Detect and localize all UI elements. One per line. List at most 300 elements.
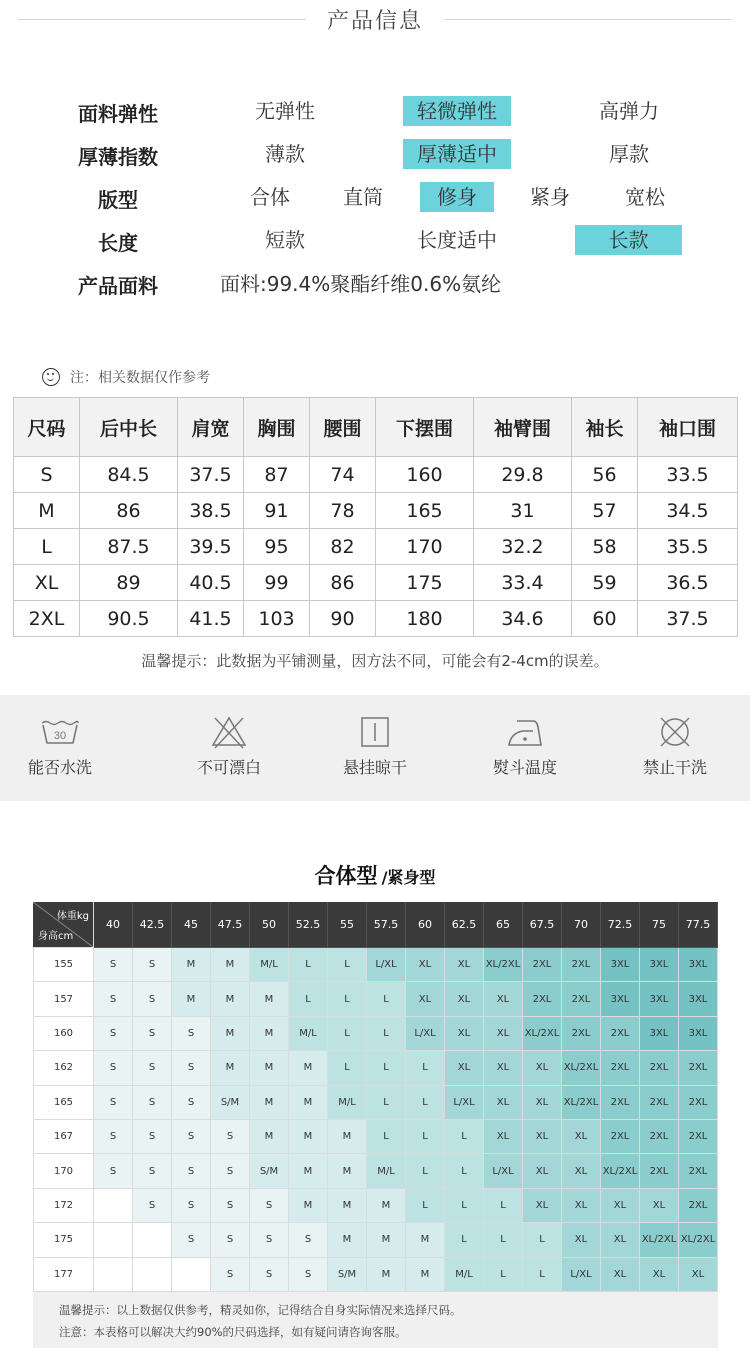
attribute-option: 合体 xyxy=(250,185,290,209)
fit-chart-title-sub: /紧身型 xyxy=(381,868,436,887)
fit-size-cell: L/XL xyxy=(445,1086,484,1120)
fit-size-cell: XL xyxy=(523,1086,562,1120)
no-bleach-icon xyxy=(207,715,251,749)
weight-header: 62.5 xyxy=(445,902,484,948)
fit-size-cell: S xyxy=(133,1017,172,1051)
fit-size-cell: M xyxy=(211,1017,250,1051)
fit-size-cell: L xyxy=(367,1017,406,1051)
height-axis-label: 身高cm xyxy=(38,931,74,942)
care-label-dry-clean: 禁止干洗 xyxy=(642,758,707,777)
fit-size-cell: S xyxy=(94,1086,133,1120)
fit-size-cell: XL xyxy=(445,982,484,1016)
fit-size-cell: M/L xyxy=(250,948,289,982)
weight-header: 45 xyxy=(172,902,211,948)
measurement-tip: 温馨提示：此数据为平铺测量，因方法不同，可能会有2-4cm的误差。 xyxy=(141,652,609,670)
fit-size-cell: L/XL xyxy=(562,1258,601,1292)
fit-size-cell: S xyxy=(172,1086,211,1120)
fit-size-cell: XL xyxy=(640,1258,679,1292)
fit-size-cell xyxy=(133,1223,172,1257)
fit-size-cell: 2XL xyxy=(640,1154,679,1188)
size-table-row xyxy=(14,457,738,493)
weight-header: 75 xyxy=(640,902,679,948)
fit-size-cell: M xyxy=(172,982,211,1016)
size-table-header: 尺码 xyxy=(14,398,80,457)
fit-size-cell: L xyxy=(367,982,406,1016)
attribute-option: 薄款 xyxy=(265,142,305,166)
fit-size-cell: XL/2XL xyxy=(679,1223,718,1257)
fit-size-cell: M xyxy=(211,1051,250,1085)
fit-size-cell xyxy=(172,1258,211,1292)
header-divider-right xyxy=(444,19,732,20)
fit-size-cell: M xyxy=(250,1017,289,1051)
fit-size-cell: S/M xyxy=(250,1154,289,1188)
reference-note xyxy=(42,366,210,388)
height-row-header: 172 xyxy=(33,1189,94,1223)
fit-size-cell: 3XL xyxy=(679,948,718,982)
fit-size-cell: XL xyxy=(484,982,523,1016)
size-table-cell: 87 xyxy=(244,457,310,493)
fit-size-cell: 3XL xyxy=(640,1017,679,1051)
size-table-header: 袖臂围 xyxy=(474,398,572,457)
fit-size-cell: L xyxy=(328,948,367,982)
fit-size-cell: S xyxy=(211,1189,250,1223)
fit-size-cell: 2XL xyxy=(679,1154,718,1188)
weight-header: 72.5 xyxy=(601,902,640,948)
attribute-option: 直筒 xyxy=(343,185,383,209)
size-table-cell: 89 xyxy=(80,565,178,601)
size-table-header: 胸围 xyxy=(244,398,310,457)
attribute-option-selected: 长款 xyxy=(575,225,682,255)
fit-size-cell: 2XL xyxy=(562,948,601,982)
fit-size-cell: L xyxy=(406,1154,445,1188)
fit-size-cell: 2XL xyxy=(679,1120,718,1154)
fit-size-cell: M/L xyxy=(367,1154,406,1188)
attribute-option: 短款 xyxy=(265,228,305,252)
height-row-header: 167 xyxy=(33,1120,94,1154)
fit-size-cell: XL xyxy=(679,1258,718,1292)
size-table-header: 腰围 xyxy=(310,398,376,457)
size-table-cell: 56 xyxy=(572,457,638,493)
size-table-row xyxy=(14,601,738,637)
attribute-option: 高弹力 xyxy=(599,99,659,123)
fit-size-cell: S xyxy=(211,1258,250,1292)
attribute-option: 宽松 xyxy=(625,185,665,209)
fit-size-cell: S xyxy=(94,1154,133,1188)
weight-header: 40 xyxy=(94,902,133,948)
fit-size-cell: S xyxy=(133,1154,172,1188)
weight-header: 65 xyxy=(484,902,523,948)
size-table-cell: 103 xyxy=(244,601,310,637)
weight-header: 67.5 xyxy=(523,902,562,948)
size-table-cell: 38.5 xyxy=(178,493,244,529)
fit-size-cell: L xyxy=(445,1223,484,1257)
fit-size-cell: XL xyxy=(640,1189,679,1223)
fit-size-cell: M xyxy=(367,1189,406,1223)
fit-size-cell: 2XL xyxy=(640,1086,679,1120)
fit-size-cell: XL xyxy=(562,1154,601,1188)
fit-size-cell: S xyxy=(289,1223,328,1257)
size-table-cell: 78 xyxy=(310,493,376,529)
size-table-cell: 180 xyxy=(376,601,474,637)
fit-size-cell: XL/2XL xyxy=(562,1051,601,1085)
size-table-header: 肩宽 xyxy=(178,398,244,457)
fit-chart-notes xyxy=(33,1292,718,1348)
fit-size-cell: L xyxy=(367,1051,406,1085)
height-row-header: 155 xyxy=(33,948,94,982)
fit-size-cell: 3XL xyxy=(601,948,640,982)
fit-size-cell: L xyxy=(367,1120,406,1154)
fit-size-cell: XL xyxy=(601,1223,640,1257)
size-table-cell: 32.2 xyxy=(474,529,572,565)
fit-size-cell: S/M xyxy=(328,1258,367,1292)
fit-size-cell: 2XL xyxy=(601,1051,640,1085)
fit-size-cell: S xyxy=(94,982,133,1016)
size-table-cell: 165 xyxy=(376,493,474,529)
fit-size-cell: 2XL xyxy=(601,1086,640,1120)
attribute-label: 长度 xyxy=(98,231,138,255)
fit-size-cell: S/M xyxy=(211,1086,250,1120)
attribute-option: 紧身 xyxy=(530,185,570,209)
fit-size-cell: M xyxy=(250,982,289,1016)
fit-size-cell: M xyxy=(328,1154,367,1188)
fit-size-cell: XL xyxy=(523,1189,562,1223)
height-row-header: 157 xyxy=(33,982,94,1016)
fit-size-cell xyxy=(94,1223,133,1257)
fit-size-cell: L xyxy=(328,1051,367,1085)
header-divider-left xyxy=(18,19,306,20)
no-dry-clean-icon xyxy=(653,715,697,749)
fit-size-cell: M xyxy=(211,982,250,1016)
iron-icon xyxy=(503,715,547,749)
fit-size-cell: L xyxy=(328,1017,367,1051)
wash-temperature: 30 xyxy=(53,730,67,742)
fit-size-cell: XL xyxy=(523,1051,562,1085)
size-table-cell: 37.5 xyxy=(178,457,244,493)
size-table-cell: 29.8 xyxy=(474,457,572,493)
fit-size-cell: S xyxy=(133,1051,172,1085)
fit-size-cell: L xyxy=(523,1258,562,1292)
fit-size-cell: S xyxy=(172,1051,211,1085)
fit-size-cell: 2XL xyxy=(601,1120,640,1154)
fit-size-cell: 2XL xyxy=(523,948,562,982)
size-table-cell: 34.5 xyxy=(638,493,738,529)
fit-chart-tip: 温馨提示：以上数据仅供参考，精灵如你，记得结合自身实际情况来选择尺码。 xyxy=(59,1303,462,1317)
size-table-cell: 59 xyxy=(572,565,638,601)
size-table-cell: 41.5 xyxy=(178,601,244,637)
fit-chart-title xyxy=(0,860,750,890)
height-row-header: 170 xyxy=(33,1154,94,1188)
fit-size-cell xyxy=(94,1258,133,1292)
fit-size-cell: XL/2XL xyxy=(523,1017,562,1051)
care-item-hang-dry xyxy=(320,715,430,778)
size-table-cell: 99 xyxy=(244,565,310,601)
fit-size-cell: S xyxy=(211,1120,250,1154)
fit-size-cell: L xyxy=(445,1154,484,1188)
fit-size-cell: M xyxy=(250,1120,289,1154)
size-table-cell: 87.5 xyxy=(80,529,178,565)
size-table-row xyxy=(14,493,738,529)
fit-size-cell: M/L xyxy=(289,1017,328,1051)
size-table-cell: M xyxy=(14,493,80,529)
fit-chart-corner xyxy=(33,902,94,948)
reference-note-text: 注：相关数据仅作参考 xyxy=(70,370,210,386)
fit-size-cell: L/XL xyxy=(367,948,406,982)
fit-size-cell: 3XL xyxy=(640,948,679,982)
fit-size-cell: S xyxy=(172,1189,211,1223)
care-label-iron: 熨斗温度 xyxy=(492,758,557,777)
fit-size-cell: M/L xyxy=(328,1086,367,1120)
fit-size-cell: 2XL xyxy=(640,1120,679,1154)
fit-size-cell: L xyxy=(289,982,328,1016)
fit-size-cell: M xyxy=(211,948,250,982)
size-table-cell: 95 xyxy=(244,529,310,565)
fit-size-cell: M xyxy=(172,948,211,982)
size-table-cell: 35.5 xyxy=(638,529,738,565)
size-table-cell: 90 xyxy=(310,601,376,637)
fit-size-cell: S xyxy=(133,1120,172,1154)
fit-size-cell: S xyxy=(94,1017,133,1051)
fit-size-cell: XL xyxy=(484,1086,523,1120)
fit-size-cell xyxy=(133,1258,172,1292)
size-table-cell: XL xyxy=(14,565,80,601)
weight-header: 50 xyxy=(250,902,289,948)
care-label-bleach: 不可漂白 xyxy=(196,758,261,777)
fit-size-cell: S xyxy=(133,948,172,982)
size-table-cell: 86 xyxy=(80,493,178,529)
fit-size-cell: XL xyxy=(445,948,484,982)
fit-size-cell: M xyxy=(289,1154,328,1188)
fit-size-cell: 3XL xyxy=(679,982,718,1016)
fit-size-cell: M xyxy=(328,1223,367,1257)
fit-size-cell: L/XL xyxy=(406,1017,445,1051)
weight-header: 70 xyxy=(562,902,601,948)
fit-size-cell: 2XL xyxy=(523,982,562,1016)
fit-size-cell: XL/2XL xyxy=(640,1223,679,1257)
fit-size-cell: 3XL xyxy=(601,982,640,1016)
fit-size-cell: L xyxy=(328,982,367,1016)
fit-size-cell: S xyxy=(172,1017,211,1051)
fit-size-cell: XL xyxy=(562,1120,601,1154)
fit-size-cell: S xyxy=(172,1154,211,1188)
care-label-wash: 能否水洗 xyxy=(27,758,92,777)
size-table-cell: 39.5 xyxy=(178,529,244,565)
fit-chart-title-main: 合体型 xyxy=(314,864,378,888)
fit-size-cell: M xyxy=(289,1086,328,1120)
fit-size-cell: M xyxy=(367,1258,406,1292)
section-header xyxy=(0,0,750,40)
attribute-label: 面料弹性 xyxy=(78,102,158,126)
size-table-cell: 34.6 xyxy=(474,601,572,637)
attribute-label: 版型 xyxy=(98,188,138,212)
fit-size-cell: XL xyxy=(601,1258,640,1292)
size-table-cell: 36.5 xyxy=(638,565,738,601)
fit-size-cell: XL xyxy=(445,1017,484,1051)
fit-size-cell: M xyxy=(406,1258,445,1292)
fit-size-cell: L xyxy=(406,1051,445,1085)
size-table-row xyxy=(14,565,738,601)
size-table-cell: 60 xyxy=(572,601,638,637)
attribute-option-selected: 轻微弹性 xyxy=(403,96,511,126)
size-table-cell: 31 xyxy=(474,493,572,529)
fit-size-cell: XL/2XL xyxy=(484,948,523,982)
size-table-cell: 33.5 xyxy=(638,457,738,493)
fit-size-cell: S xyxy=(133,982,172,1016)
weight-header: 57.5 xyxy=(367,902,406,948)
fit-size-cell: XL xyxy=(406,948,445,982)
fit-size-cell: XL xyxy=(562,1189,601,1223)
care-item-wash xyxy=(5,715,115,778)
attribute-option: 长度适中 xyxy=(417,228,497,252)
size-table-header: 袖口围 xyxy=(638,398,738,457)
fit-size-cell: L xyxy=(406,1120,445,1154)
fit-size-cell: S xyxy=(94,1120,133,1154)
fit-size-cell: S xyxy=(211,1154,250,1188)
fit-size-cell: 2XL xyxy=(679,1051,718,1085)
height-row-header: 177 xyxy=(33,1258,94,1292)
attribute-option-selected: 修身 xyxy=(420,182,494,212)
weight-axis-label: 体重kg xyxy=(56,911,89,922)
fit-size-cell: XL xyxy=(445,1051,484,1085)
size-table-cell: S xyxy=(14,457,80,493)
fit-size-cell: M xyxy=(250,1051,289,1085)
fit-size-cell: L xyxy=(523,1223,562,1257)
fit-size-cell: S xyxy=(250,1223,289,1257)
fit-size-cell: L xyxy=(484,1258,523,1292)
fit-size-cell: S xyxy=(94,948,133,982)
smile-icon xyxy=(42,368,60,386)
fit-size-cell: XL xyxy=(406,982,445,1016)
fit-size-cell: L xyxy=(445,1120,484,1154)
fit-size-cell: L xyxy=(406,1189,445,1223)
fit-size-cell: 2XL xyxy=(562,982,601,1016)
size-table-cell: 2XL xyxy=(14,601,80,637)
fit-size-cell: M xyxy=(289,1120,328,1154)
wash-30-icon xyxy=(38,715,82,749)
fit-size-cell: XL xyxy=(523,1154,562,1188)
weight-header: 52.5 xyxy=(289,902,328,948)
fit-size-cell: L xyxy=(484,1189,523,1223)
size-table-cell: 91 xyxy=(244,493,310,529)
care-item-iron xyxy=(470,715,580,778)
size-table-cell: L xyxy=(14,529,80,565)
size-table-cell: 170 xyxy=(376,529,474,565)
fit-size-cell: S xyxy=(172,1223,211,1257)
fit-size-chart xyxy=(33,902,718,1292)
care-item-dry-clean xyxy=(620,715,730,778)
care-item-bleach xyxy=(174,715,284,778)
fit-size-cell: L xyxy=(289,948,328,982)
size-table-header: 袖长 xyxy=(572,398,638,457)
fit-size-cell: S xyxy=(133,1086,172,1120)
attribute-option: 无弹性 xyxy=(255,99,315,123)
weight-header: 42.5 xyxy=(133,902,172,948)
fit-size-cell: XL xyxy=(484,1017,523,1051)
size-table-cell: 84.5 xyxy=(80,457,178,493)
fit-size-cell: L xyxy=(406,1086,445,1120)
hang-dry-icon xyxy=(353,715,397,749)
size-table-cell: 86 xyxy=(310,565,376,601)
size-table xyxy=(13,397,738,637)
fit-size-cell: XL xyxy=(601,1189,640,1223)
fit-size-cell: XL xyxy=(523,1120,562,1154)
fit-size-cell: 3XL xyxy=(679,1017,718,1051)
height-row-header: 160 xyxy=(33,1017,94,1051)
fit-chart-note: 注意：本表格可以解决大约90%的尺码选择，如有疑问请咨询客服。 xyxy=(59,1325,407,1339)
fit-size-cell: M xyxy=(289,1189,328,1223)
fit-size-cell: M xyxy=(289,1051,328,1085)
size-table-cell: 175 xyxy=(376,565,474,601)
fit-size-cell: XL xyxy=(484,1120,523,1154)
section-title: 产品信息 xyxy=(326,9,423,34)
fit-size-cell: 3XL xyxy=(640,982,679,1016)
height-row-header: 162 xyxy=(33,1051,94,1085)
fit-size-cell: S xyxy=(94,1051,133,1085)
size-table-cell: 58 xyxy=(572,529,638,565)
fit-size-cell: S xyxy=(250,1189,289,1223)
fit-size-cell: M/L xyxy=(445,1258,484,1292)
size-table-header: 后中长 xyxy=(80,398,178,457)
fit-size-cell: L xyxy=(367,1086,406,1120)
fit-size-cell: S xyxy=(172,1120,211,1154)
fit-size-cell: 2XL xyxy=(601,1017,640,1051)
size-table-cell: 82 xyxy=(310,529,376,565)
weight-header: 60 xyxy=(406,902,445,948)
fit-size-cell: XL xyxy=(562,1223,601,1257)
fit-size-cell: L/XL xyxy=(484,1154,523,1188)
fabric-composition: 面料:99.4%聚酯纤维0.6%氨纶 xyxy=(220,272,502,296)
size-table-cell: 57 xyxy=(572,493,638,529)
fit-size-cell: L xyxy=(484,1223,523,1257)
size-table-cell: 160 xyxy=(376,457,474,493)
fit-size-cell: M xyxy=(250,1086,289,1120)
fit-size-cell: 2XL xyxy=(562,1017,601,1051)
size-table-header: 下摆围 xyxy=(376,398,474,457)
size-table-cell: 40.5 xyxy=(178,565,244,601)
size-table-cell: 33.4 xyxy=(474,565,572,601)
attribute-label: 厚薄指数 xyxy=(78,145,158,169)
fit-size-cell: S xyxy=(211,1223,250,1257)
fit-size-cell: XL/2XL xyxy=(601,1154,640,1188)
fit-size-cell: M xyxy=(367,1223,406,1257)
weight-header: 47.5 xyxy=(211,902,250,948)
fit-size-cell: S xyxy=(289,1258,328,1292)
care-label-hang-dry: 悬挂晾干 xyxy=(342,758,407,777)
attribute-label: 产品面料 xyxy=(78,274,158,298)
fit-size-cell: 2XL xyxy=(679,1189,718,1223)
size-table-cell: 90.5 xyxy=(80,601,178,637)
size-table-row xyxy=(14,529,738,565)
weight-header: 77.5 xyxy=(679,902,718,948)
care-instructions xyxy=(0,695,750,801)
fit-size-cell: XL/2XL xyxy=(562,1086,601,1120)
fit-size-cell: 2XL xyxy=(679,1086,718,1120)
height-row-header: 165 xyxy=(33,1086,94,1120)
fit-size-cell: S xyxy=(133,1189,172,1223)
fit-size-cell: M xyxy=(406,1223,445,1257)
fit-size-cell: S xyxy=(250,1258,289,1292)
fit-size-cell: XL xyxy=(484,1051,523,1085)
attribute-option: 厚款 xyxy=(609,142,649,166)
size-table-cell: 37.5 xyxy=(638,601,738,637)
fit-size-cell: M xyxy=(328,1189,367,1223)
size-table-cell: 74 xyxy=(310,457,376,493)
fit-size-cell: L xyxy=(445,1189,484,1223)
fit-size-cell xyxy=(94,1189,133,1223)
weight-header: 55 xyxy=(328,902,367,948)
attribute-option-selected: 厚薄适中 xyxy=(403,139,511,169)
fit-size-cell: M xyxy=(328,1120,367,1154)
fit-size-cell: 2XL xyxy=(640,1051,679,1085)
